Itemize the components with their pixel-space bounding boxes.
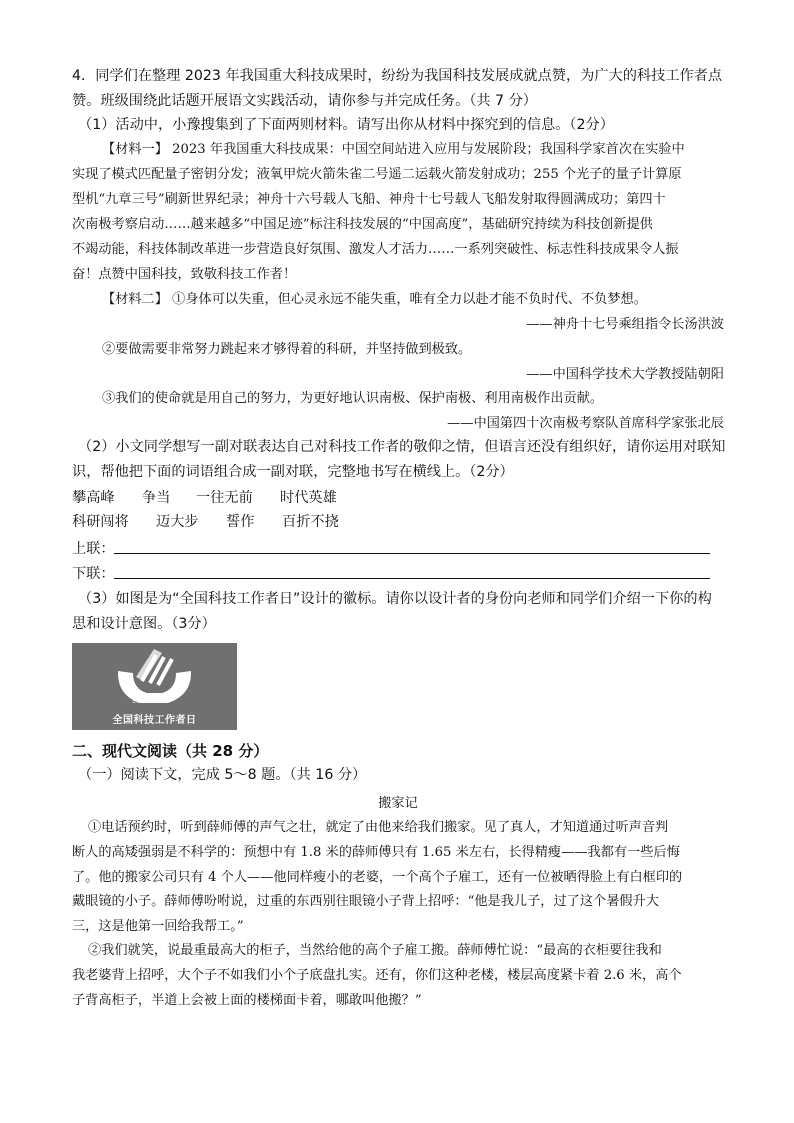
material1-line: 【材料一】 2023 年我国重大科技成果：中国空间站进入应用与发展阶段；我国科学家首次在实验中 [102,142,685,157]
word-option: 攀高峰 [72,490,115,506]
q4-part3-line2: 思和设计意图。（3分） [72,616,216,632]
material1-line: 不竭动能，科技体制改革进一步营造良好氛围、激发人才活力……一系列突破性、标志性科技成果令人振 [72,242,679,257]
material2-quote-1: 【材料二】 ①身体可以失重，但心灵永远不能失重，唯有全力以赴才能不负时代、不负梦想。 [102,292,647,307]
q4-part2-line1: （2）小文同学想写一副对联表达自己对科技工作者的敬仰之情，但语言还没有组织好，请你运用对联知 [78,439,726,455]
logo-date-number: 5.30 [132,698,146,705]
science-worker-day-logo [72,643,237,730]
article-title: 搬家记 [378,796,418,811]
article-line: 我老婆背上招呼，大个子不如我们小个子底盘扎实。还有，你们这种老楼，楼层高度紧卡着 2.6 米，高个 [72,968,682,983]
material1-line: 次南极考察启动……越来越多“中国足迹”标注科技发展的“中国高度”，基础研究持续为科技创新提供 [72,217,653,232]
logo-caption: 全国科技工作者日 [112,715,197,726]
material1-line: 实现了模式匹配量子密钥分发；液氧甲烷火箭朱雀二号遥二运载火箭发射成功；255 个光子的量子计算原 [72,167,682,182]
article-line: 三，这是他第一回给我帮工。” [72,919,244,934]
article-line: 了。他的搬家公司只有 4 个人——他同样瘦小的老婆，一个高个子雇工，还有一位被晒得脸上有白框印的 [72,870,683,885]
q4-intro-line1: 4．同学们在整理 2023 年我国重大科技成果时，纷纷为我国科技发展成就点赞，为广大的科技工作者点 [72,68,723,84]
word-option: 百折不挠 [282,514,339,530]
q4-part2-line2: 识，帮他把下面的词语组合成一副对联，完整地书写在横线上。（2分） [72,464,514,480]
q4-part3-line1: （3）如图是为“全国科技工作者日”设计的徽标。请你以设计者的身份向老师和同学们介绍一下你的构 [78,591,712,607]
article-line: ②我们就笑，说最重最高大的柜子，当然给他的高个子雇工搬。薛师傅忙说：“最高的衣柜要往我和 [88,943,662,958]
article-line: 断人的高矮强弱是不科学的：预想中有 1.8 米的薛师傅只有 1.65 米左右，长得精瘦——我都有一些后悔 [72,845,680,860]
upper-couplet-label: 上联： [72,541,115,557]
material2-attribution-3: ——中国第四十次南极考察队首席科学家张北辰 [447,416,724,431]
word-option: 一往无前 [196,490,253,506]
section-2-subheading: （一）阅读下文，完成 5～8 题。（共 16 分） [78,767,367,783]
word-option: 誓作 [226,514,255,530]
material2-attribution-1: ——神舟十七号乘组指令长汤洪波 [526,317,724,332]
word-option: 时代英雄 [280,490,337,506]
q4-part1-prompt: （1）活动中，小豫搜集到了下面两则材料。请写出你从材料中探究到的信息。（2分） [78,117,614,133]
material2-quote-3: ③我们的使命就是用自己的努力，为更好地认识南极、保护南极、利用南极作出贡献。 [102,391,604,406]
upper-couplet-answer-line[interactable] [114,553,710,554]
word-option: 迈大步 [156,514,199,530]
article-line: 戴眼镜的小子。薛师傅吩咐说，过重的东西别往眼镜小子背上招呼：“他是我儿子，过了这个暑假升大 [72,894,659,909]
material1-line: 奋！点赞中国科技，致敬科技工作者！ [72,267,297,282]
material1-line: 型机“九章三号”刷新世界纪录；神舟十六号载人飞船、神舟十七号载人飞船发射取得圆满成功；第四十 [72,192,666,207]
lower-couplet-label: 下联： [72,566,115,582]
section-2-title: 二、现代文阅读（共 28 分） [72,742,269,760]
article-line: 子背高柜子，半道上会被上面的楼梯面卡着，哪敢叫他搬？” [72,993,422,1008]
material2-quote-2: ②要做需要非常努力跳起来才够得着的科研，并坚持做到极致。 [102,342,472,357]
material2-attribution-2: ——中国科学技术大学教授陆朝阳 [526,367,724,382]
word-option: 科研闯将 [72,514,129,530]
word-option: 争当 [142,490,171,506]
q4-intro-line2: 赞。班级围绕此话题开展语文实践活动，请你参与并完成任务。（共 7 分） [72,93,537,109]
lower-couplet-answer-line[interactable] [114,578,710,579]
article-line: ①电话预约时，听到薛师傅的声气之壮，就定了由他来给我们搬家。见了真人，才知道通过听声音判 [88,820,669,835]
